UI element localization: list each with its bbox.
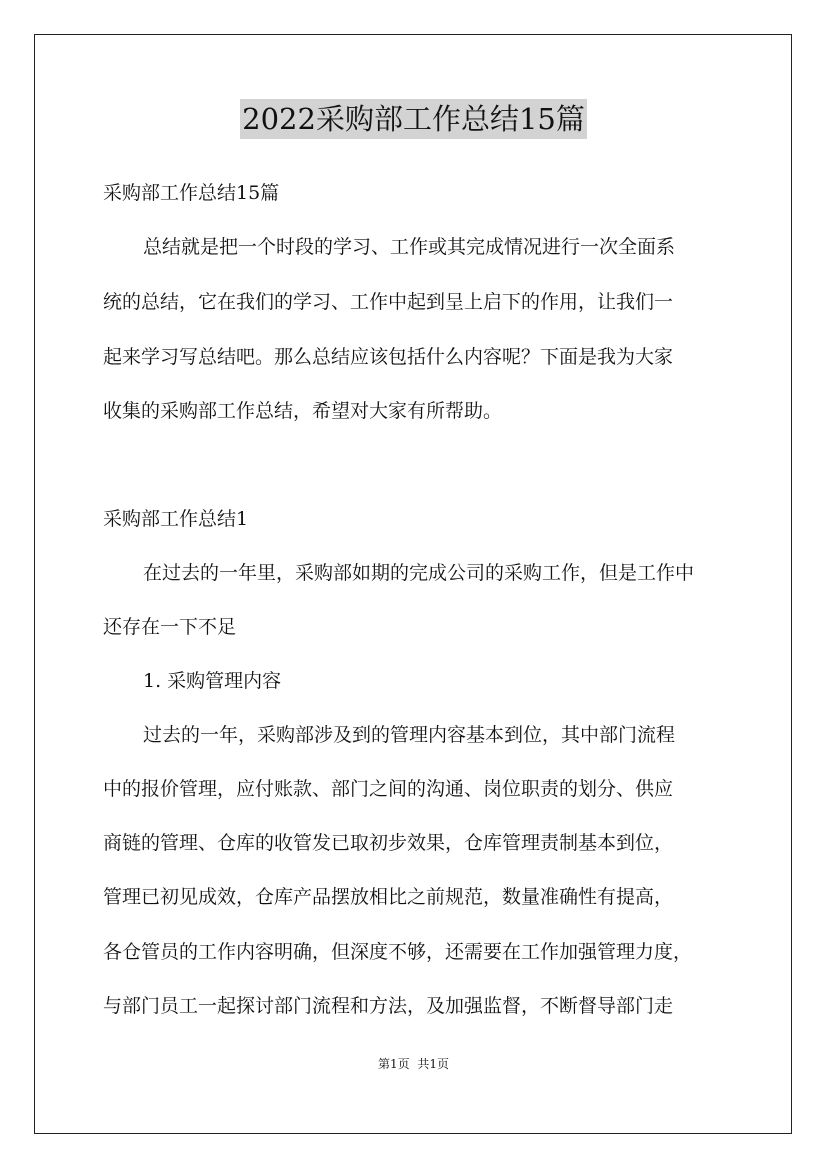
page-number: 第1页: [378, 1057, 410, 1071]
paragraph-line: 与部门员工一起探讨部门流程和方法，及加强监督，不断督导部门走: [103, 995, 674, 1017]
paragraph-line: 还存在一下不足: [103, 616, 237, 638]
paragraph-line: 统的总结，它在我们的学习、工作中起到呈上启下的作用，让我们一: [103, 291, 674, 313]
document-title: 2022采购部工作总结15篇: [240, 99, 587, 139]
section-heading: 采购部工作总结1: [103, 508, 249, 530]
numbered-item: 1. 采购管理内容: [143, 670, 282, 692]
paragraph-line: 过去的一年，采购部涉及到的管理内容基本到位，其中部门流程: [143, 724, 676, 746]
paragraph-line: 总结就是把一个时段的学习、工作或其完成情况进行一次全面系: [143, 236, 676, 258]
title-container: [0, 99, 827, 139]
paragraph-line: 在过去的一年里，采购部如期的完成公司的采购工作，但是工作中: [143, 562, 695, 584]
paragraph-line: 收集的采购部工作总结，希望对大家有所帮助。: [103, 400, 503, 422]
paragraph-line: 管理已初见成效，仓库产品摆放相比之前规范，数量准确性有提高，: [103, 886, 674, 908]
paragraph-line: 起来学习写总结吧。那么总结应该包括什么内容呢？下面是我为大家: [103, 346, 674, 368]
page-footer: [0, 1056, 827, 1072]
paragraph-line: 中的报价管理，应付账款、部门之间的沟通、岗位职责的划分、供应: [103, 778, 674, 800]
page-total: 共1页: [417, 1057, 449, 1071]
paragraph-line: 各仓管员的工作内容明确，但深度不够，还需要在工作加强管理力度，: [103, 941, 693, 963]
paragraph-line: 商链的管理、仓库的收管发已取初步效果，仓库管理责制基本到位，: [103, 832, 674, 854]
section-heading: 采购部工作总结15篇: [103, 182, 280, 204]
